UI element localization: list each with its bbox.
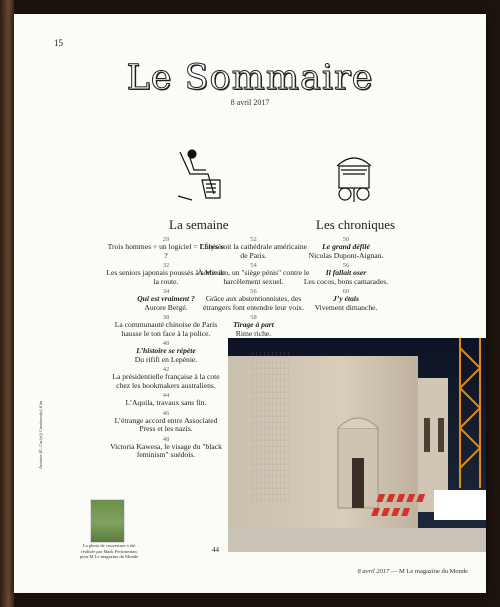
section-title-la-semaine: La semaine: [169, 217, 229, 232]
toc-page-number: 50: [342, 236, 350, 243]
cover-thumbnail: [90, 499, 125, 543]
carriage-illustration-icon: [329, 148, 379, 206]
toc-page-number: 34: [162, 288, 170, 295]
toc-page-number: 54: [250, 262, 257, 269]
toc-page-number: 42: [162, 366, 170, 373]
toc-label: J’y étais: [333, 294, 359, 303]
toc-label: Le grand défilé: [322, 242, 370, 251]
toc-text: L’étrange accord entre Associated Press et les nazis.: [114, 415, 218, 433]
toc-page-number: 44: [162, 392, 170, 399]
page-number: 15: [54, 38, 63, 48]
photo-page-number: 44: [212, 546, 219, 554]
toc-page-number: 29: [162, 236, 170, 243]
toc-text: À Mexico, un "siège pénis" contre le harcèlement sexuel.: [197, 268, 310, 286]
toc-label: Qui est vraiment ?: [137, 294, 195, 303]
toc-entry[interactable]: [196, 314, 311, 338]
toc-text: Grâce aux abstentionnistes, des étrangers font entendre leur voix.: [203, 294, 304, 312]
toc-text: Nicolas Dupont-Aignan.: [308, 250, 384, 260]
footer-text: — M Le magazine du Monde: [389, 568, 468, 575]
toc-page-number: 46: [162, 409, 170, 417]
toc-text: Trois hommes + un logiciel = l’Élysée ?: [107, 242, 225, 260]
toc-text: Vivement dimanche.: [314, 302, 378, 312]
toc-entry[interactable]: [276, 262, 416, 286]
toc-entry[interactable]: [276, 236, 416, 260]
toc-page-number: 56: [342, 262, 350, 269]
issue-date: 8 avril 2017: [230, 98, 270, 107]
toc-page-number: 48: [162, 435, 170, 443]
footer: [358, 568, 468, 575]
toc-entry[interactable]: [276, 288, 416, 312]
toc-page-number: 52: [250, 236, 257, 243]
toc-text: Loués soit la cathédrale américaine de Paris.: [199, 242, 308, 260]
toc-column-3: [276, 236, 416, 314]
toc-entry[interactable]: [106, 392, 226, 408]
toc-page-number: 32: [162, 262, 170, 269]
magazine-page: [14, 14, 486, 593]
toc-text: Du rififi en Lepénie.: [134, 354, 198, 364]
toc-label: Tirage à part: [233, 320, 274, 329]
toc-page-number: 60: [342, 288, 350, 295]
toc-text: Victoria Kawesa, le visage du "black feminism" suédois.: [110, 441, 222, 459]
section-title-les-chroniques: Les chroniques: [316, 217, 396, 232]
toc-text: Les seniors japonais poussés à sortir de la route.: [106, 268, 226, 286]
toc-page-number: 38: [162, 314, 170, 321]
toc-text: Les cocos, bons camarades.: [303, 276, 389, 286]
toc-label: Il fallait oser: [325, 268, 367, 277]
toc-entry[interactable]: [106, 436, 226, 460]
chair-figure-illustration-icon: [172, 144, 226, 204]
toc-entry[interactable]: [106, 410, 226, 434]
cover-caption: La photo de couverture a été réalisée par Mark Peckmezian pour M Le magazine du Monde: [79, 543, 139, 559]
toc-page-number: 58: [250, 314, 257, 321]
page-title: Le Sommaire: [126, 58, 374, 98]
toc-text: L’Aquila, travaux sans fin.: [125, 398, 207, 407]
toc-text: Aurore Bergé.: [144, 302, 188, 312]
background-edge: [0, 0, 14, 607]
toc-page-number: 40: [162, 340, 170, 347]
toc-text: Rime riche.: [235, 328, 272, 338]
toc-text: La présidentielle française à la cote chez les bookmakers australiens.: [112, 372, 220, 390]
toc-entry[interactable]: [106, 366, 226, 390]
building-photo: [228, 338, 486, 552]
vertical-credit: Antoine (É. Cat.(e)) Continent(s) film: [38, 400, 43, 469]
toc-entry[interactable]: [106, 340, 226, 364]
toc-page-number: 56: [250, 288, 257, 295]
toc-text: La communauté chinoise de Paris hausse le ton face à la police.: [114, 320, 218, 338]
footer-date: 8 avril 2017: [357, 568, 390, 575]
toc-label: L’histoire se répète: [136, 346, 196, 355]
